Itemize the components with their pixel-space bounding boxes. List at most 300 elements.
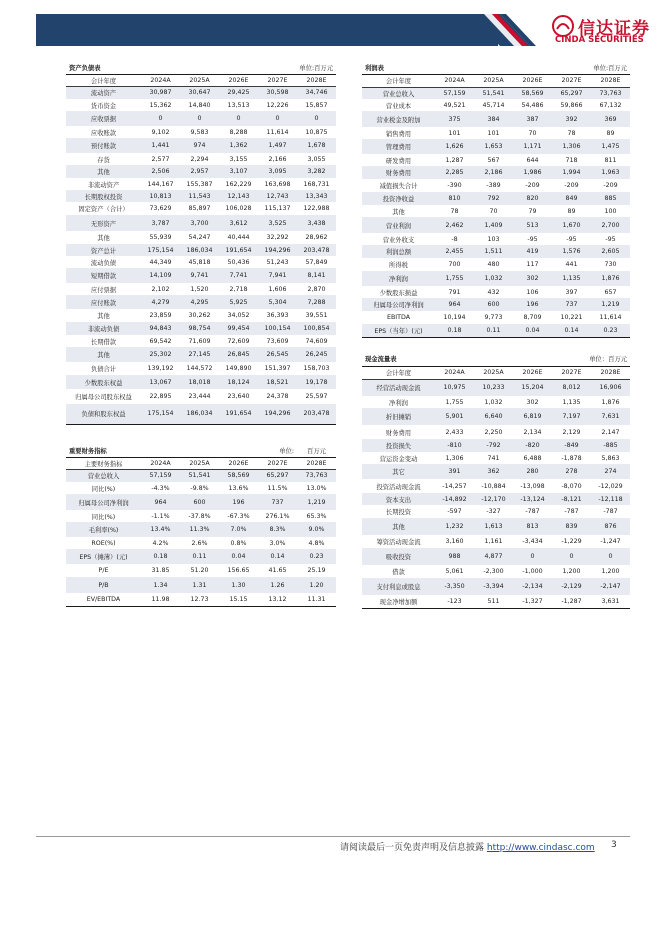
value-cell: 567 [487,156,500,164]
value-cell: 12.73 [180,593,219,606]
value-cell: -597 [447,508,462,515]
header-year-cell: 2024A [435,74,474,87]
value-cell: 700 [448,261,461,268]
row-label: 销售费用 [385,130,412,138]
value-cell: 276.1% [265,512,290,520]
value-cell: 70 [528,129,537,137]
value-cell: 8,709 [523,314,542,321]
value-cell: 15,362 [149,101,172,109]
table-row [66,335,336,347]
row-label: P/B [66,577,141,593]
table-row [362,548,630,565]
header-year-cell: 2027E [552,74,591,87]
value-cell: 45,818 [188,258,211,266]
value-cell: 480 [487,261,500,268]
value-cell: 876 [591,518,630,535]
value-cell: 2,462 [435,217,474,233]
value-cell: 194,296 [258,404,297,424]
value-cell: 15.15 [219,593,258,606]
table-row [362,439,630,452]
value-cell: 0 [258,111,297,126]
row-label: 现金净增加额 [362,595,435,608]
value-cell: 49,521 [443,101,466,109]
header-year-cell: 2026E [219,74,258,86]
value-cell: 78 [450,207,459,215]
value-cell: 30,647 [180,86,219,99]
value-cell: 1,232 [435,518,474,535]
table-row [362,408,630,425]
value-cell: 72,609 [227,337,250,345]
value-cell: 158,703 [303,365,330,372]
value-cell: -3,350 [435,578,474,595]
value-cell: 0 [141,111,180,126]
value-cell: 103 [487,235,500,243]
value-cell: 26,845 [219,347,258,362]
brand-name-cn: 信达证券 [578,19,650,39]
value-cell: 644 [526,156,539,164]
row-label: 投资净收益 [362,192,435,205]
value-cell: 1,876 [591,271,630,286]
value-cell: 203,478 [297,244,336,256]
value-cell: 122,988 [303,205,330,212]
value-cell: 0.11 [474,324,513,337]
value-cell: 70 [489,207,498,215]
value-cell: 34,052 [227,312,250,319]
value-cell: 57,849 [305,258,328,266]
value-cell: 15,857 [305,101,328,109]
value-cell: 0 [219,111,258,126]
value-cell: 58,569 [513,87,552,99]
row-label: 固定资产（合计） [78,206,129,213]
value-cell: 11.3% [180,522,219,537]
value-cell: 1,613 [474,518,513,535]
value-cell: 9,773 [484,314,503,321]
table-row [66,99,336,111]
row-label: 经营活动现金流 [362,379,435,396]
page-number: 3 [611,840,617,850]
value-cell: 100 [604,207,617,215]
value-cell: 13,067 [141,375,180,389]
row-label: 资本支出 [362,493,435,505]
table-row [66,564,336,577]
value-cell: 65,297 [552,87,591,99]
value-cell: 1.30 [219,577,258,593]
value-cell: 278 [552,464,591,479]
value-cell: 94,843 [141,322,180,335]
value-cell: 0.04 [219,549,258,564]
value-cell: 1.34 [141,577,180,593]
row-label: 投资活动现金流 [376,483,421,491]
value-cell: -2,129 [552,578,591,595]
value-cell: 10,233 [474,379,513,396]
value-cell: 9,583 [190,128,209,136]
value-cell: 57,159 [141,469,180,482]
value-cell: -1,287 [552,595,591,608]
value-cell: 65.3% [306,512,327,520]
header-year-cell: 2026E [513,74,552,87]
table-row [362,139,630,154]
value-cell: 50,436 [227,258,250,266]
value-cell: 8,288 [229,128,248,136]
value-cell: 1,755 [445,398,464,406]
value-cell: 12,143 [219,190,258,202]
value-cell: 51.20 [190,567,209,574]
value-cell: 0.23 [297,549,336,564]
row-label: 其它 [362,464,435,479]
value-cell: 1,511 [474,245,513,258]
row-label: 归属母公司净利润 [362,298,435,311]
value-cell: 149,890 [225,365,252,372]
value-cell: -95 [605,235,616,243]
value-cell: 85,897 [188,205,211,212]
value-cell: 737 [258,494,297,510]
table-row [66,268,336,283]
value-cell: -209 [603,182,618,189]
value-cell: 4.2% [152,539,169,547]
value-cell: 10,875 [305,128,328,136]
table-row [362,245,630,258]
value-cell: 6,488 [523,454,542,462]
value-cell: 9,741 [180,268,219,283]
value-cell: 19,178 [297,375,336,389]
header-year-cell: 2025A [180,457,219,469]
row-label: P/E [98,567,109,574]
value-cell: 41.65 [268,567,287,574]
value-cell: 362 [474,464,513,479]
income-statement-table [362,62,630,338]
row-label: 财务费用 [385,429,412,437]
row-label: 长期股权投资 [66,190,141,202]
value-cell: 156.65 [227,567,250,574]
value-cell: 5,901 [435,408,474,425]
table-row [362,535,630,548]
header-year-cell: 2028E [591,366,630,379]
table-header-row [362,366,630,379]
value-cell: 2,700 [591,217,630,233]
value-cell: 8.3% [258,522,297,537]
value-cell: 600 [474,298,513,311]
value-cell: 811 [604,156,617,164]
value-cell: 1,653 [474,139,513,154]
value-cell: -9.8% [190,484,209,492]
value-cell: 1,876 [601,398,620,406]
value-cell: 16,906 [591,379,630,396]
value-cell: 2,433 [445,428,464,436]
value-cell: 391 [435,464,474,479]
value-cell: 513 [513,217,552,233]
value-cell: -14,257 [442,482,467,490]
table-row [66,295,336,309]
value-cell: 73,629 [149,205,172,212]
value-cell: 73,763 [591,87,630,99]
row-label: 负债和股东权益 [66,404,141,424]
row-label: 所得税 [389,262,408,269]
value-cell: -1,247 [600,538,621,545]
value-cell: 175,154 [141,404,180,424]
value-cell: 115,137 [264,205,291,212]
value-cell: 65,297 [258,469,297,482]
value-cell: 274 [591,464,630,479]
value-cell: 11.31 [297,593,336,606]
table-row [362,154,630,166]
value-cell: 101 [448,129,461,137]
value-cell: 387 [513,111,552,127]
row-label: 吸收投资 [362,548,435,565]
value-cell: 44,349 [149,258,172,266]
header-label-cell: 主要财务指标 [66,457,141,469]
value-cell: 27,145 [180,347,219,362]
value-cell: 885 [591,192,630,205]
value-cell: 2,166 [268,155,287,163]
header-year-cell: 2027E [258,74,297,86]
table-row [66,244,336,256]
row-label: 流动资产 [66,86,141,99]
value-cell: 3,787 [141,215,180,231]
value-cell: -8 [451,235,458,243]
row-label: 长期借款 [90,338,117,346]
header-year-cell: 2027E [258,457,297,469]
table-row [66,522,336,537]
value-cell: 8,012 [552,379,591,396]
value-cell: 1,219 [591,298,630,311]
value-cell: 3,612 [219,215,258,231]
table-row [66,375,336,389]
row-label: 同比(%) [91,513,116,521]
row-label: 预付账款 [66,138,141,153]
table-row [66,202,336,215]
table-row [66,482,336,494]
value-cell: -3,434 [522,538,543,545]
value-cell: 3,155 [229,155,248,163]
value-cell: 0.11 [180,549,219,564]
value-cell: 18,018 [180,375,219,389]
table-header-row [362,74,630,87]
value-cell: 392 [552,111,591,127]
key-indicators-unit-label: 单位: [279,447,294,455]
key-indicators-title: 重要财务指标 [69,447,107,455]
row-label: 负债合计 [90,366,117,373]
table-row [362,179,630,192]
value-cell: 988 [435,548,474,565]
table-row [362,271,630,286]
value-cell: 144,167 [147,180,174,188]
value-cell: 99,454 [219,322,258,335]
value-cell: -12,170 [474,493,513,505]
value-cell: 31.85 [151,567,170,574]
value-cell: 155,387 [186,180,213,188]
value-cell: 2,134 [523,428,542,436]
footer-divider [36,836,630,837]
row-label: 其他 [97,235,110,242]
value-cell: 18,124 [219,375,258,389]
value-cell: 1,409 [474,217,513,233]
row-label: 营业成本 [385,102,412,110]
value-cell: 26,545 [258,347,297,362]
value-cell: 101 [487,129,500,137]
footer-url-link[interactable]: http://www.cindasc.com [486,843,595,853]
value-cell: 3,631 [591,595,630,608]
value-cell: 23,444 [188,393,211,400]
value-cell: 1,032 [474,271,513,286]
value-cell: 1,626 [435,139,474,154]
value-cell: -209 [525,182,540,189]
row-label: 存货 [97,156,110,164]
table-row [362,464,630,479]
value-cell: 2,870 [307,285,326,293]
value-cell: 32,292 [266,234,289,241]
value-cell: 11,614 [599,314,622,321]
value-cell: -2,300 [483,568,504,575]
value-cell: 1,306 [445,454,464,462]
value-cell: 34,746 [297,86,336,99]
value-cell: 0 [591,548,630,565]
value-cell: 1,441 [141,138,180,153]
row-label: 支付利息或股息 [362,578,435,595]
value-cell: 1.26 [258,577,297,593]
value-cell: 10,975 [435,379,474,396]
value-cell: 106,028 [225,205,252,212]
table-row [362,578,630,595]
table-row [66,190,336,202]
table-row [66,549,336,564]
table-row [362,99,630,111]
balance-sheet-body [66,74,336,424]
value-cell: 3,700 [180,215,219,231]
value-cell: 186,034 [180,244,219,256]
value-cell: -209 [564,182,579,189]
value-cell: 3,095 [258,165,297,178]
row-label: 应付票据 [90,286,117,294]
value-cell: -787 [564,508,579,515]
value-cell: 419 [513,245,552,258]
value-cell: 0 [180,111,219,126]
value-cell: 7,741 [219,268,258,283]
table-row [66,86,336,99]
value-cell: 1,576 [552,245,591,258]
value-cell: 30,987 [141,86,180,99]
value-cell: 2,250 [484,428,503,436]
table-row [66,309,336,322]
value-cell: 810 [435,192,474,205]
value-cell: 2.6% [191,539,208,547]
table-row [362,425,630,439]
value-cell: 29,425 [219,86,258,99]
table-row [362,479,630,493]
value-cell: -787 [603,508,618,515]
value-cell: -327 [486,508,501,515]
value-cell: -1,000 [522,568,543,575]
value-cell: 139,192 [147,365,174,372]
row-label: 筹资活动现金流 [376,539,421,546]
value-cell: 98,754 [180,322,219,335]
value-cell: 1,670 [552,217,591,233]
value-cell: -67.3% [227,512,250,520]
value-cell: -95 [527,235,538,243]
cinda-logo-icon [552,15,574,37]
value-cell: 1,135 [552,271,591,286]
value-cell: 1,200 [601,568,620,575]
row-label: 资产总计 [66,244,141,256]
row-label: 少数股东损益 [379,289,418,297]
value-cell: 39,551 [305,312,328,319]
income-statement-unit: 单位:百万元 [593,65,627,73]
value-cell: 11,614 [266,128,289,136]
cash-flow-table [362,352,630,609]
header-label-cell: 会计年度 [362,74,435,87]
value-cell: 820 [513,192,552,205]
row-label: 减值损失合计 [379,183,418,190]
value-cell: 59,866 [560,101,583,109]
header-label-cell: 会计年度 [66,74,141,86]
row-label: 非流动负债 [66,322,141,335]
value-cell: 73,609 [266,337,289,345]
table-row [362,396,630,408]
value-cell: 2,147 [601,428,620,436]
value-cell: 2,294 [190,155,209,163]
header-year-cell: 2025A [180,74,219,86]
value-cell: 1,520 [190,285,209,293]
value-cell: 1,287 [445,156,464,164]
balance-sheet-table [66,62,336,425]
value-cell: 1,219 [297,494,336,510]
value-cell: 13.4% [141,522,180,537]
row-label: 同比(%) [91,485,116,493]
table-row [66,153,336,165]
value-cell: 280 [513,464,552,479]
header-year-cell: 2027E [552,366,591,379]
value-cell: 10,813 [141,190,180,202]
value-cell: 2,455 [435,245,474,258]
value-cell: 7.0% [219,522,258,537]
header-decoration [470,10,550,50]
value-cell: 100,854 [297,322,336,335]
value-cell: 89 [606,129,615,137]
value-cell: 3,160 [445,538,464,545]
value-cell: 2,577 [151,155,170,163]
row-label: 长期投资 [385,509,412,516]
table-row [362,379,630,396]
value-cell: 71,609 [188,337,211,345]
value-cell: 100,154 [258,322,297,335]
value-cell: 718 [565,156,578,164]
row-label: 其他 [97,313,110,320]
row-label: 借款 [392,569,405,576]
value-cell: 4,877 [474,548,513,565]
value-cell: 51,541 [180,469,219,482]
row-label: ROE(%) [91,539,116,547]
table-row [362,518,630,535]
table-row [66,231,336,244]
value-cell: 302 [526,398,539,406]
value-cell: 1,986 [513,166,552,179]
table-row [66,494,336,510]
value-cell: -12,029 [598,482,623,490]
value-cell: 964 [435,298,474,311]
table-row [362,286,630,298]
footer-text [340,840,595,853]
value-cell: 375 [435,111,474,127]
row-label: 其他 [66,165,141,178]
value-cell: 2,285 [435,166,474,179]
value-cell: 1,963 [591,166,630,179]
value-cell: 9.0% [297,522,336,537]
value-cell: 849 [552,192,591,205]
value-cell: 175,154 [141,244,180,256]
value-cell: 7,288 [297,295,336,309]
row-label: 无形资产 [66,215,141,231]
header-year-cell: 2028E [297,74,336,86]
value-cell: 741 [487,454,500,462]
